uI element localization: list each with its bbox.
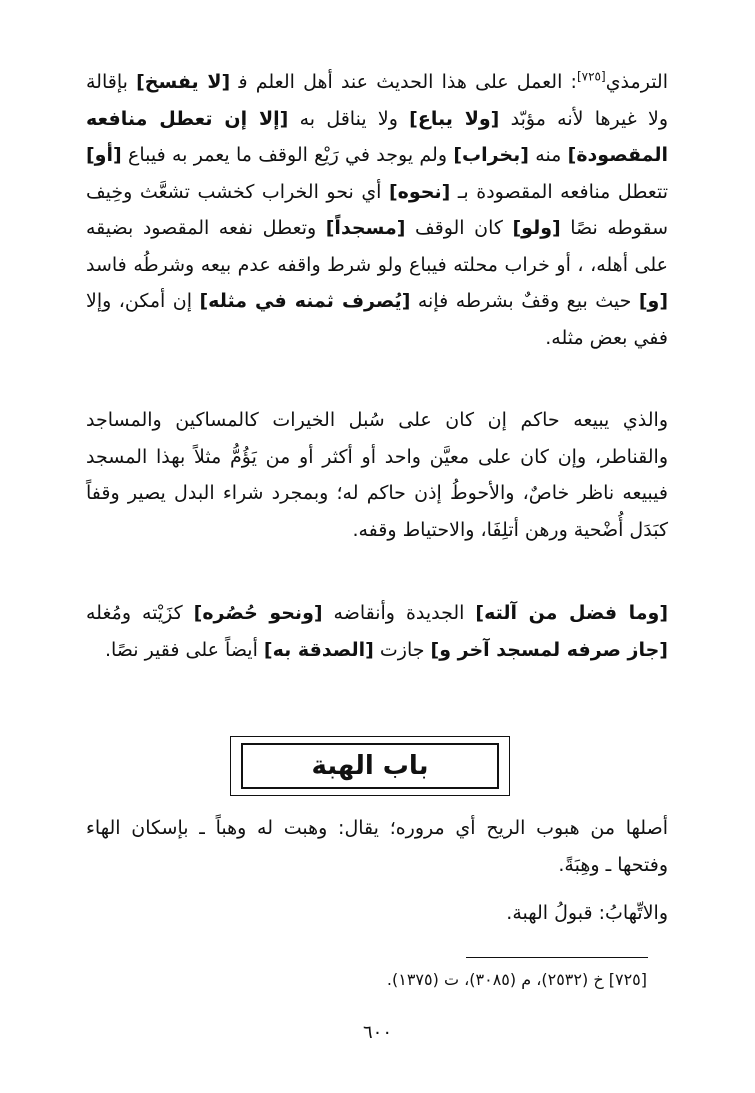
- chapter-heading: باب الهبة: [311, 751, 429, 781]
- text: : العمل على هذا الحديث عند أهل العلم ﻓ: [230, 71, 577, 93]
- matn-bold: [مسجداً]: [325, 217, 406, 239]
- paragraph-who-sells: والذي يبيعه حاكم إن كان على سُبل الخيرات كالمساكين والمساجد والقناطر، وإن كان على معيَّن واحد أو أكثر أو من يَؤُمُّ مثلاً بهذا المسجد فيبيعه ناظر خاصٌ، والأحوطُ إذن حاكم له؛ وبمجرد شراء البدل يصير وقفاً كبَدَل أُضْحية ورهن أتلِفَا، والاحتياط وقفه.: [86, 409, 668, 541]
- chapter-heading-frame: [230, 736, 510, 796]
- text: الجديدة وأنقاضه: [322, 602, 476, 624]
- matn-bold: [وما فضل من آلته]: [475, 602, 669, 624]
- text: تتعطل منافعه المقصودة بـ: [450, 180, 668, 203]
- matn-bold: [ولو]: [512, 217, 561, 239]
- paragraph-surplus: [86, 595, 668, 668]
- matn-bold: [نحوه]: [389, 180, 451, 203]
- text: كان الوقف: [405, 217, 513, 239]
- text: إن أمكن، وإلا ففي بعض مثله.: [86, 290, 668, 349]
- footnote-divider: [466, 957, 648, 958]
- matn-bold: [إلا إن تعطل منافعه المقصودة]: [86, 107, 668, 166]
- footnote: [٧٢٥] خ (٢٥٣٢)، م (٣٠٨٥)، ت (١٣٧٥).: [386, 970, 647, 989]
- page-number: ٦٠٠: [362, 1022, 392, 1043]
- text: ولا يناقل به: [288, 107, 410, 130]
- text: أيضاً على فقير نصًا.: [104, 638, 264, 661]
- footnote-ref[interactable]: [٧٢٥]: [576, 69, 606, 84]
- matn-bold: [الصدقة به]: [263, 638, 374, 661]
- matn-bold: [ونحو حُصُره]: [193, 602, 323, 624]
- text: حيث بيع وقفٌ بشرطه فإنه: [410, 290, 639, 312]
- text: بإقالة ولا غيرها لأنه مؤبّد: [86, 71, 668, 130]
- matn-bold: [ولا يباع]: [409, 107, 500, 130]
- matn-bold: [و]: [638, 290, 669, 312]
- paragraph-waqf-sale: [86, 64, 668, 356]
- matn-bold: [لا يفسخ]: [136, 71, 231, 93]
- matn-bold: [جاز صرفه لمسجد آخر و]: [430, 638, 668, 661]
- paragraph-hiba-definition: أصلها من هبوب الريح أي مروره؛ يقال: وهبت له وهباً ـ بإسكان الهاء وفتحها ـ وهِبَةً.: [86, 817, 668, 876]
- text: أي نحو الخراب كخشب تشعَّث وخِيف سقوطه نصًا: [86, 180, 668, 239]
- text: جازت: [373, 638, 431, 661]
- matn-bold: [أو]: [86, 144, 122, 166]
- matn-bold: [بخراب]: [453, 144, 529, 166]
- text: منه: [528, 144, 568, 166]
- text: كزَيْته ومُغله: [86, 602, 194, 624]
- text: ولم يوجد في رَيْع الوقف ما يعمر به فيباع: [121, 144, 454, 166]
- text: الترمذي: [605, 71, 668, 93]
- text: وتعطل نفعه المقصود بضيقه على أهله، ، أو خراب محلته فيباع ولو شرط واقفه عدم بيعه وشرطُه فاسد: [86, 217, 668, 276]
- matn-bold: [يُصرف ثمنه في مثله]: [199, 290, 411, 312]
- paragraph-ittihab: والاتِّهابُ: قبولُ الهبة.: [506, 902, 668, 924]
